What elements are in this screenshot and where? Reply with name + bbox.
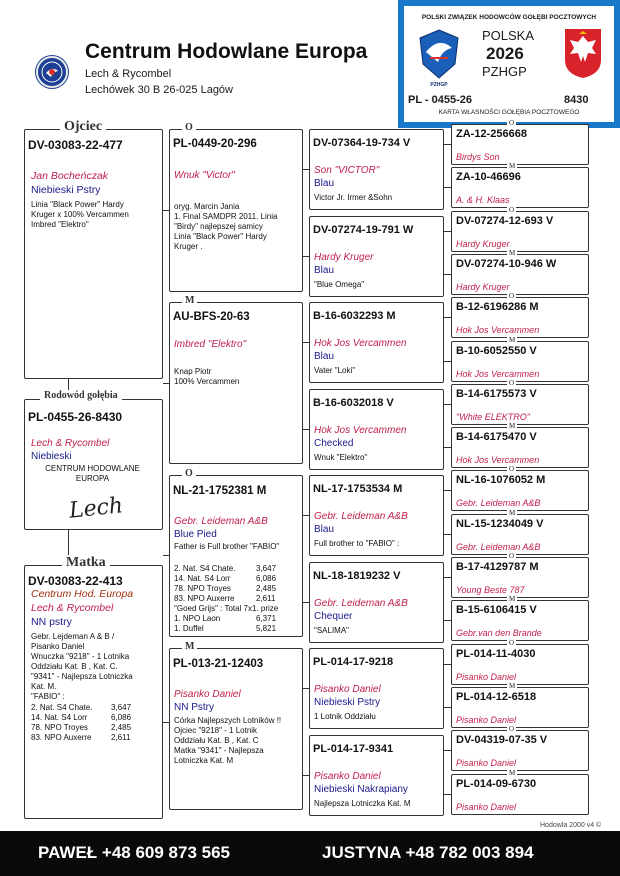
gen4-sex: M	[509, 248, 516, 257]
gen3-box	[309, 389, 444, 470]
connector	[303, 515, 309, 516]
sex-mark-m: M	[182, 295, 197, 306]
mm-breeder: Pisanko Daniel	[174, 689, 241, 700]
connector	[444, 534, 451, 535]
connector	[444, 577, 451, 578]
mf-result-value: 6,086	[256, 574, 277, 583]
gen3-note: 1 Lotnik Oddziału	[314, 712, 376, 721]
phone-right: JUSTYNA +48 782 003 894	[322, 843, 534, 862]
gen4-ring: ZA-12-256668	[456, 128, 527, 140]
gen4-sex: O	[509, 638, 515, 647]
gen3-breeder: Gebr. Leideman A&B	[314, 511, 408, 522]
mf-color: Blue Pied	[174, 529, 217, 540]
father-line: Imbred "Elektro"	[31, 220, 89, 229]
mf-result-race: "Goed Grijs" : Total 7x1. prize	[174, 604, 279, 613]
connector	[444, 620, 451, 621]
connector	[444, 707, 451, 708]
gen3-note: Wnuk "Elektro"	[314, 453, 368, 462]
mother-line: Wnuczka "9218" - 1 Lotnika	[31, 652, 130, 661]
mother-result-race: 78. NPO Troyes	[31, 723, 88, 732]
gen3-note: Najlepsza Lotniczka Kat. M	[314, 799, 411, 808]
gen4-sex: O	[509, 119, 515, 127]
connector	[303, 429, 309, 430]
mm-ring: PL-013-21-12403	[173, 658, 264, 670]
gen4-breeder: Pisanko Daniel	[456, 671, 517, 682]
ff-line: Linia "Black Power" Hardy	[174, 232, 267, 241]
gen4-box	[451, 248, 589, 295]
gen4-box	[451, 422, 589, 468]
connector	[444, 274, 451, 275]
label-rodowod: Rodowód gołębia	[40, 390, 122, 401]
mother-breeder: Centrum Hod. Europa	[31, 588, 134, 600]
mother-result-value: 3,647	[111, 703, 132, 712]
gen4-breeder: Hok Jos Vercammen	[456, 455, 540, 466]
gen4-ring: PL-014-12-6518	[456, 690, 537, 703]
connector	[444, 794, 451, 795]
mf-result-value: 2,485	[256, 584, 277, 593]
fm-line: Knap Piotr	[174, 367, 212, 376]
gen3-breeder: Hardy Kruger	[314, 252, 374, 263]
gen4-sex: M	[509, 422, 516, 431]
gen4-sex: O	[509, 552, 515, 560]
gen4-box	[451, 465, 589, 511]
ff-line: "Birdy" najlepszej samicy	[174, 222, 263, 231]
gen4-box	[451, 638, 589, 685]
card-logo	[418, 28, 460, 80]
mother-ring: DV-03083-22-413	[28, 574, 123, 588]
gen3-note: Victor Jr. Irmer &Sohn	[314, 193, 393, 202]
father-box	[24, 129, 163, 379]
mm-color: NN Pstry	[174, 702, 214, 713]
gen3-ring: DV-07364-19-734 V	[313, 137, 411, 149]
gen4-ring: B-10-6052550 V	[456, 344, 537, 357]
father-line: Linia "Black Power" Hardy	[31, 200, 124, 209]
mf-breeder: Gebr. Leideman A&B	[174, 516, 268, 527]
gen4-breeder: Hardy Kruger	[456, 238, 510, 249]
gen4-ring: B-15-6106415 V	[456, 604, 537, 617]
gen4-ring: B-14-6175573 V	[456, 387, 537, 400]
connector	[68, 530, 69, 556]
ff-line: Kruger .	[174, 242, 203, 251]
gen4-breeder: Birdys Son	[456, 152, 500, 162]
gen3-breeder: Son "VICTOR"	[314, 165, 380, 176]
connector	[444, 750, 451, 751]
gen4-sex: M	[509, 768, 516, 777]
subject-ring: PL-0455-26-8430	[28, 410, 123, 424]
gen3-note: "SALIMA"	[314, 626, 350, 635]
father-ring: DV-03083-22-477	[28, 138, 123, 152]
mother-line: "FABIO" :	[31, 692, 65, 701]
mother-result-value: 2,611	[111, 733, 131, 742]
gen4-breeder: Pisanko Daniel	[456, 714, 517, 725]
gen4-ring: B-17-4129787 M	[456, 561, 539, 573]
connector	[444, 231, 451, 232]
owner-address: Lechówek 30 B 26-025 Lagów	[85, 84, 233, 96]
ff-line: 1. Final SAMDPR 2011. Linia	[174, 212, 278, 221]
sex-mark-o: O	[182, 468, 196, 479]
mm-box	[169, 648, 303, 810]
gen3-note: Full brother to "FABIO" :	[314, 539, 400, 548]
gen4-breeder: Pisanko Daniel	[456, 801, 517, 812]
mother-breeder-2: Lech & Rycombel	[31, 602, 114, 614]
gen3-box	[309, 302, 444, 383]
gen4-box	[451, 378, 589, 425]
gen4-box	[451, 508, 589, 555]
mother-result-value: 2,485	[111, 723, 132, 732]
gen4-box	[451, 162, 589, 208]
gen4-box	[451, 768, 589, 815]
gen4-sex: O	[509, 465, 515, 474]
connector	[303, 169, 309, 170]
subject-note: CENTRUM HODOWLANE EUROPA	[45, 464, 140, 483]
connector	[303, 602, 309, 603]
gen4-ring: DV-07274-12-693 V	[456, 214, 554, 227]
gen3-ring: PL-014-17-9218	[313, 656, 394, 668]
mother-line: Kat. M.	[31, 682, 57, 691]
mother-box	[24, 565, 163, 819]
gen4-breeder: Gebr. Leideman A&B	[456, 541, 541, 552]
gen3-ring: NL-18-1819232 V	[313, 570, 401, 582]
fm-box	[169, 302, 303, 464]
pzhgp-shield-icon	[418, 28, 460, 80]
mother-result-value: 6,086	[111, 713, 132, 722]
mf-ring: NL-21-1752381 M	[173, 485, 267, 497]
subject-color: Niebieski	[31, 451, 72, 462]
pigeon-globe-icon	[38, 58, 66, 86]
connector	[444, 664, 451, 665]
gen4-sex: M	[509, 162, 516, 171]
mother-result-race: 2. Nat. S4 Chate.	[31, 703, 93, 712]
connector	[444, 361, 451, 362]
gen4-sex: M	[509, 595, 516, 604]
gen3-ring: PL-014-17-9341	[313, 743, 394, 755]
mf-result-race: 1. Duffel	[174, 624, 204, 633]
connector	[303, 256, 309, 257]
sex-mark-m: M	[182, 641, 197, 652]
mother-result-race: 14. Nat. S4 Lorr	[31, 713, 88, 722]
gen3-box	[309, 562, 444, 643]
gen4-box	[451, 681, 589, 728]
software-version: Hodowla 2000 v4 ©	[540, 822, 602, 829]
mm-line: Córka Najlepszych Lotników !!	[174, 716, 282, 725]
gen3-breeder: Hok Jos Vercammen	[314, 425, 407, 436]
gen4-breeder: Gebr.van den Brande	[456, 628, 542, 639]
gen3-box	[309, 648, 444, 729]
page-title: Centrum Hodowlane Europa	[85, 40, 368, 63]
footer	[0, 831, 620, 876]
gen3-ring: B-16-6032293 M	[313, 310, 396, 322]
gen3-breeder: Hok Jos Vercammen	[314, 338, 407, 349]
mother-result-race: 83. NPO Auxerre	[31, 733, 92, 742]
connector	[444, 404, 451, 405]
sex-mark-o: O	[182, 122, 196, 133]
label-ojciec: Ojciec	[60, 119, 106, 135]
card-number: 8430	[564, 94, 589, 106]
card-country: POLSKA	[482, 28, 535, 43]
gen4-ring: DV-04319-07-35 V	[456, 734, 548, 747]
connector	[444, 187, 451, 188]
gen3-color: Blau	[314, 178, 335, 189]
gen4-sex: O	[509, 205, 515, 214]
gen4-ring: NL-16-1076052 M	[456, 474, 546, 487]
ff-breeder: Wnuk "Victor"	[174, 170, 235, 181]
card-association: POLSKI ZWIĄZEK HODOWCÓW GOŁĘBI POCZTOWYCH	[421, 14, 597, 21]
gen4-breeder: Hardy Kruger	[456, 281, 510, 292]
gen3-breeder: Pisanko Daniel	[314, 684, 381, 695]
gen3-color: Blau	[314, 351, 335, 362]
fm-breeder: Imbred "Elektro"	[174, 339, 247, 350]
gen3-color: Niebieski Pstry	[314, 697, 381, 708]
phone-left: PAWEŁ +48 609 873 565	[38, 843, 231, 862]
gen3-color: Blau	[314, 265, 335, 276]
gen3-color: Chequer	[314, 611, 353, 622]
mf-result-race: 78. NPO Troyes	[174, 584, 231, 593]
connector	[303, 342, 309, 343]
gen3-box	[309, 216, 444, 297]
gen3-box	[309, 129, 444, 210]
gen3-box	[309, 735, 444, 816]
gen4-breeder: Pisanko Daniel	[456, 758, 517, 769]
gen4-box	[451, 292, 589, 338]
signature: Lech	[67, 493, 125, 524]
mf-result-value: 6,371	[256, 614, 277, 623]
gen4-sex: O	[509, 725, 515, 734]
owner-name: Lech & Rycombel	[85, 68, 172, 80]
eagle-emblem	[562, 26, 604, 80]
gen4-breeder: Hok Jos Vercammen	[456, 368, 540, 379]
gen4-box	[451, 725, 589, 771]
mother-line: Pisanko Daniel	[31, 642, 85, 651]
connector	[444, 490, 451, 491]
gen4-box	[451, 205, 589, 252]
gen3-breeder: Gebr. Leideman A&B	[314, 598, 408, 609]
gen4-box	[451, 595, 589, 641]
gen4-box	[451, 552, 589, 598]
gen4-breeder: A. & H. Klaas	[456, 195, 510, 206]
gen4-ring: PL-014-09-6730	[456, 777, 537, 790]
card-ring: PL - 0455-26	[408, 94, 473, 106]
card-org: PZHGP	[482, 64, 527, 79]
mf-result-value: 5,821	[256, 624, 277, 633]
ff-line: oryg. Marcin Jania	[174, 202, 240, 211]
gen3-ring: DV-07274-19-791 W	[313, 224, 414, 236]
mf-result-value: 2,611	[256, 594, 276, 603]
mf-note: Father is Full brother "FABIO"	[174, 542, 280, 551]
gen4-ring: ZA-10-46696	[456, 171, 521, 184]
mother-line: Gebr. Lejdeman A & B /	[31, 632, 115, 641]
gen4-box	[451, 335, 589, 382]
gen4-ring: B-12-6196286 M	[456, 301, 539, 314]
header-logo	[36, 56, 68, 88]
gen4-breeder: Gebr. Leideman A&B	[456, 498, 541, 509]
subject-box	[24, 399, 163, 530]
gen4-ring: DV-07274-10-946 W	[456, 257, 557, 270]
mf-result-race: 14. Nat. S4 Lorr	[174, 574, 231, 583]
gen3-note: "Blue Omega"	[314, 280, 365, 289]
connector	[444, 317, 451, 318]
father-color: Niebieski Pstry	[31, 184, 101, 196]
mother-line: Oddziału Kat. B , Kat. C.	[31, 662, 118, 671]
connector	[303, 775, 309, 776]
gen4-sex: M	[509, 508, 516, 517]
gen3-color: Niebieski Nakrapiany	[314, 784, 408, 795]
subject-breeder: Lech & Rycombel	[31, 438, 110, 449]
gen4-sex: M	[509, 335, 516, 344]
gen4-box	[451, 119, 589, 165]
gen4-breeder: Young Beste 787	[456, 585, 525, 595]
gen4-breeder: "White ELEKTRO"	[456, 411, 530, 422]
fm-ring: AU-BFS-20-63	[173, 311, 250, 323]
card-logo-text: PZHGP	[430, 82, 448, 88]
mm-line: Ojciec "9218" - 1 Lotnik	[174, 726, 258, 735]
ownership-card	[398, 0, 620, 128]
ff-ring: PL-0449-20-296	[173, 138, 257, 150]
ff-box	[169, 129, 303, 292]
gen4-ring: NL-15-1234049 V	[456, 517, 544, 530]
connector	[444, 447, 451, 448]
card-year: 2026	[486, 44, 524, 63]
gen4-breeder: Hok Jos Vercammen	[456, 325, 540, 336]
father-line: Kruger x 100% Vercammen	[31, 210, 129, 219]
father-breeder: Jan Bocheńczak	[31, 170, 109, 182]
gen4-sex: O	[509, 292, 515, 301]
gen4-ring: B-14-6175470 V	[456, 431, 537, 444]
gen4-sex: O	[509, 378, 515, 387]
mf-result-race: 83. NPO Auxerre	[174, 594, 235, 603]
mm-line: Lotniczka Kat. M	[174, 756, 234, 765]
mm-line: Oddziału Kat. B , Kat. C	[174, 736, 259, 745]
gen3-breeder: Pisanko Daniel	[314, 771, 381, 782]
card-caption: KARTA WŁASNOŚCI GOŁĘBIA POCZTOWEGO	[438, 109, 580, 116]
polish-eagle-icon	[562, 26, 604, 80]
mm-line: Matka "9341" - Najlepsza	[174, 746, 264, 755]
label-matka: Matka	[62, 555, 110, 571]
fm-line: 100% Vercammen	[174, 377, 240, 386]
gen3-note: Vater "Loki"	[314, 366, 356, 375]
gen3-color: Checked	[314, 438, 354, 449]
gen3-box	[309, 475, 444, 556]
mf-result-value: 3,647	[256, 564, 277, 573]
mother-color: NN pstry	[31, 616, 72, 628]
gen4-sex: M	[509, 681, 516, 690]
gen4-ring: PL-014-11-4030	[456, 647, 536, 660]
gen3-ring: NL-17-1753534 M	[313, 483, 403, 495]
gen3-ring: B-16-6032018 V	[313, 397, 394, 409]
mf-box	[169, 475, 303, 637]
gen3-color: Blau	[314, 524, 335, 535]
connector	[444, 144, 451, 145]
mf-result-race: 1. NPO Laon	[174, 614, 221, 623]
connector	[303, 688, 309, 689]
mother-line: "9341" - Najlepsza Lotniczka	[31, 672, 133, 681]
mf-result-race: 2. Nat. S4 Chate.	[174, 564, 236, 573]
